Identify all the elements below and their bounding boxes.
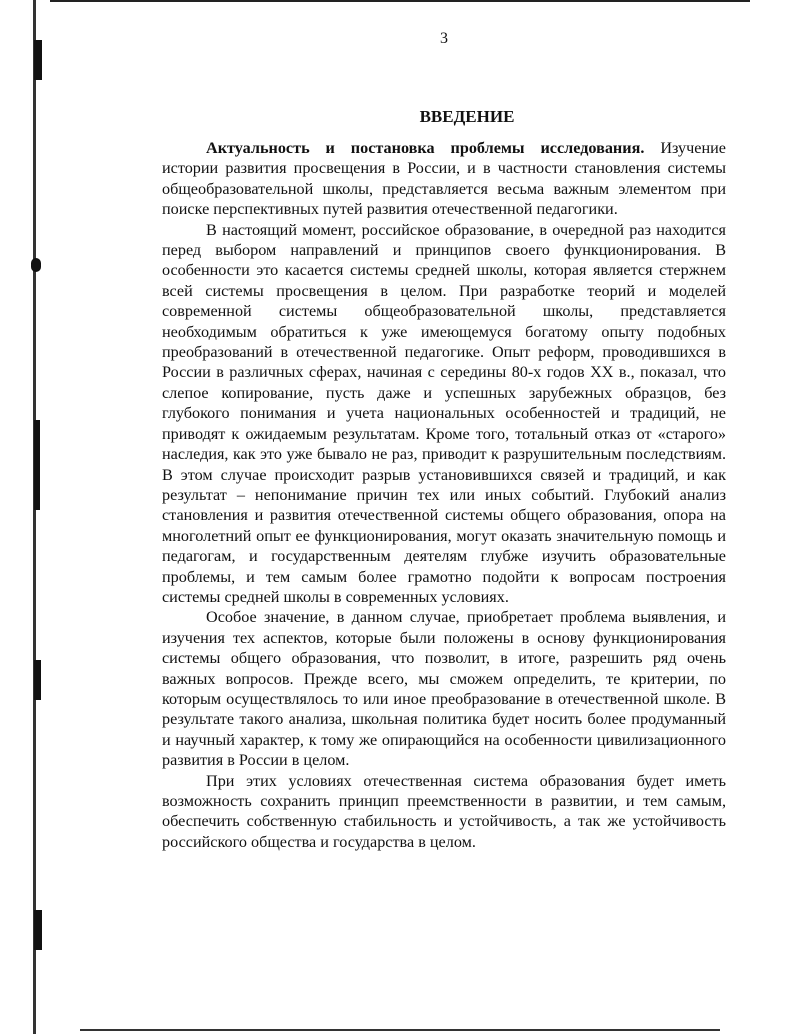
paragraph-intro [162, 138, 726, 220]
scan-edge-bottom [80, 1029, 720, 1031]
scan-mark [34, 660, 41, 700]
page-number: 3 [440, 30, 448, 47]
paragraph: Особое значение, в данном случае, приобретает проблема выявления, и изучения тех аспектов, которые были положены в основу функционирования системы общего образования, что позволит, в итоге, разрешить ряд очень важных вопросов. Прежде всего, мы сможем определить, те критерии, по которым осуществлялось то или иное преобразование в отечественной школе. В результате такого анализа, школьная политика будет носить более продуманный и научный характер, к тому же опирающийся на особенности цивилизационного развития в России в целом. [162, 608, 726, 770]
scan-edge-top [50, 0, 750, 2]
paragraph-lead-title: Актуальность и постановка проблемы исследования. [206, 139, 645, 157]
scan-mark [34, 40, 42, 80]
body-text [162, 138, 726, 852]
scan-mark [34, 910, 42, 950]
section-heading: ВВЕДЕНИЕ [419, 107, 515, 126]
scan-mark [34, 420, 40, 510]
scan-margin-line [33, 0, 36, 1034]
scan-mark [31, 258, 41, 272]
paragraph: При этих условиях отечественная система образования будет иметь возможность сохранить принцип преемственности в развитии, и тем самым, обеспечить собственную стабильность и устойчивость, а так же устойчивость российского общества и государства в целом. [162, 771, 726, 851]
paragraph: В настоящий момент, российское образование, в очередной раз находится перед выбором направлений и принципов своего функционирования. В особенности это касается системы средней школы, которая является стержнем всей системы просвещения в целом. При разработке теорий и моделей современной системы общеобразовательной школы, представляется необходимым обратиться к уже имеющемуся богатому опыту подобных преобразований в отечественной педагогике. Опыт реформ, проводившихся в России в различных сферах, начиная с середины 80-х годов XX в., показал, что слепое копирование, пусть даже и успешных зарубежных образцов, без глубокого понимания и учета национальных особенностей и традиций, не приводят к ожидаемым результатам. Кроме того, тотальный отказ от «старого» наследия, как это уже бывало не раз, приводит к разрушительным последствиям. В этом случае происходит разрыв установившихся связей и традиций, и как результат – непонимание причин тех или иных событий. Глубокий анализ становления и развития отечественной системы общего образования, опора на многолетний опыт ее функционирования, могут оказать значительную помощь и педагогам, и государственным деятелям глубже изучить образовательные проблемы, и тем самым более грамотно подойти к вопросам построения системы средней школы в современных условиях. [162, 220, 726, 606]
paragraph-text: Изучение истории развития просвещения в России, и в частности становления системы общеобразовательной школы, представляется весьма важным элементом при поиске перспективных путей развития отечественной педагогики. [162, 139, 726, 219]
